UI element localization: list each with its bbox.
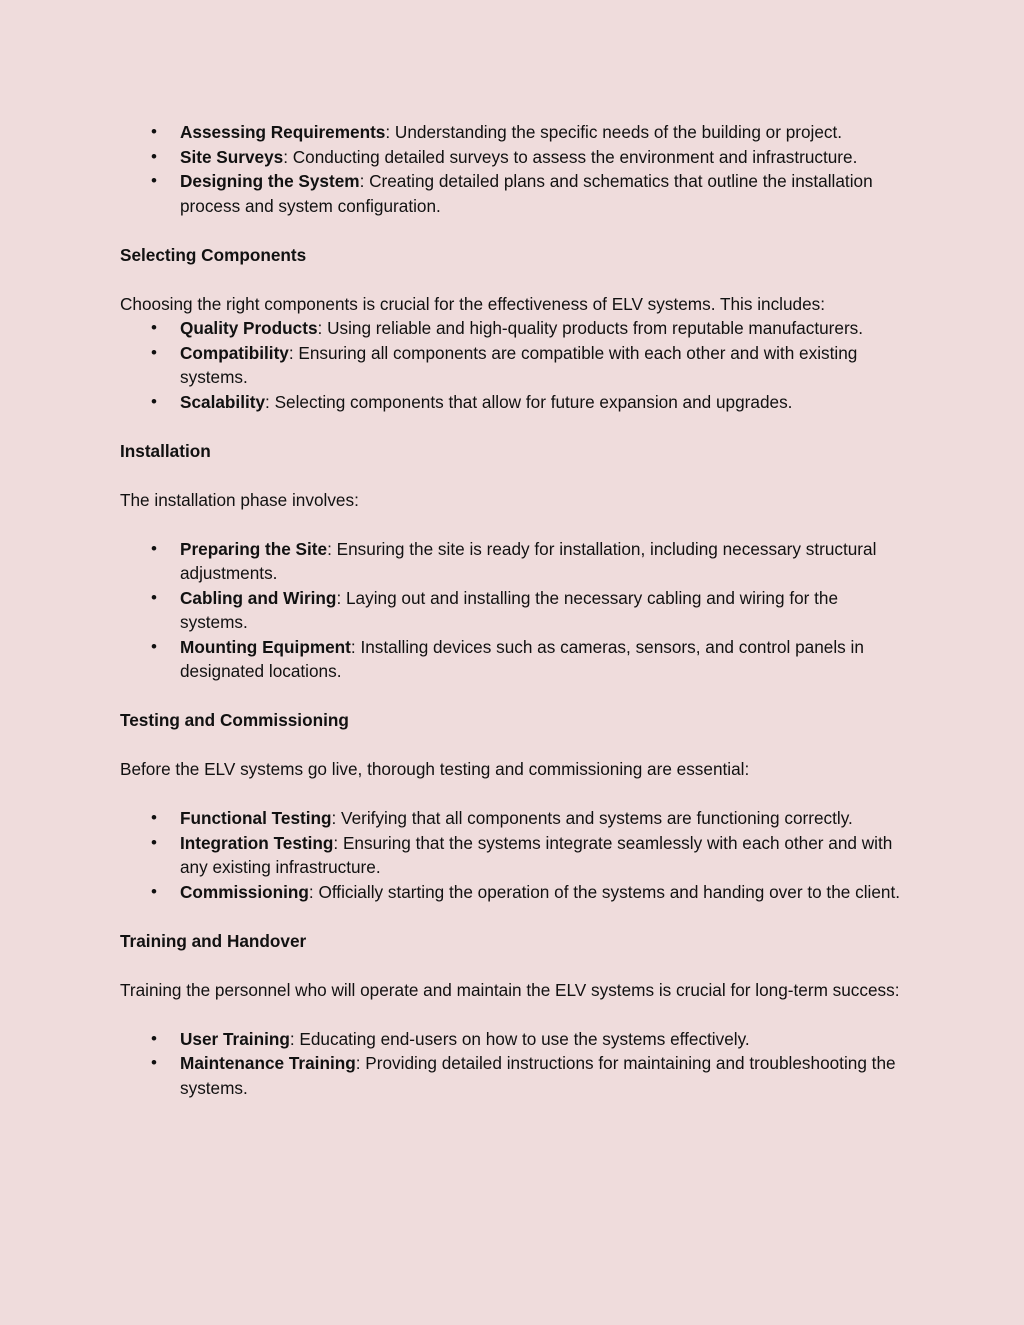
list-item-text: : Officially starting the operation of the systems and handing over to the client. — [308, 881, 900, 902]
section-intro-installation: The installation phase involves: — [120, 489, 359, 510]
intro-list — [120, 120, 910, 218]
section-intro-training: Training the personnel who will operate and maintain the ELV systems is crucial for long-term success: — [120, 979, 900, 1000]
list-item-term: Designing the System — [180, 171, 360, 191]
training-list — [120, 1027, 910, 1101]
list-item — [120, 145, 910, 170]
section-heading-training: Training and Handover — [120, 930, 307, 951]
list-item — [120, 120, 910, 145]
list-item — [120, 341, 910, 390]
spacer — [120, 782, 910, 807]
list-item-term: Maintenance Training — [180, 1053, 356, 1073]
installation-list — [120, 537, 910, 684]
list-item — [120, 1027, 910, 1052]
list-item — [120, 169, 910, 218]
list-item — [120, 806, 910, 831]
list-item-term: Scalability — [180, 391, 266, 412]
list-item — [120, 880, 910, 905]
testing-list — [120, 806, 910, 904]
list-item — [120, 831, 910, 880]
list-item-text: : Understanding the specific needs of the building or project. — [385, 122, 843, 142]
spacer — [120, 1002, 910, 1027]
list-item-term: Compatibility — [180, 342, 289, 363]
list-item-text: : Verifying that all components and systems are functioning correctly. — [331, 808, 853, 828]
list-item — [120, 1051, 910, 1100]
list-item — [120, 390, 910, 415]
list-item — [120, 537, 910, 586]
list-item-term: Commissioning — [180, 881, 309, 902]
list-item-term: Quality Products — [180, 318, 318, 338]
list-item-text: : Laying out and installing the necessary cabling and wiring for the systems. — [180, 587, 839, 632]
section-intro-testing: Before the ELV systems go live, thorough testing and commissioning are essential: — [120, 759, 750, 779]
list-item-text: : Creating detailed plans and schematics that outline the installation process and system configuration. — [180, 171, 873, 216]
list-item — [120, 635, 910, 684]
section-heading-selecting: Selecting Components — [120, 244, 307, 265]
list-item-text: : Ensuring all components are compatible with each other and with existing systems. — [180, 342, 858, 387]
section-intro-selecting: Choosing the right components is crucial for the effectiveness of ELV systems. This includes: — [120, 293, 826, 314]
list-item-text: : Using reliable and high-quality products from reputable manufacturers. — [317, 318, 864, 338]
list-item-text: : Conducting detailed surveys to assess the environment and infrastructure. — [283, 146, 858, 167]
list-item-term: Site Surveys — [180, 146, 284, 167]
list-item-text: : Ensuring that the systems integrate seamlessly with each other and with any existing infrastructure. — [180, 832, 893, 877]
selecting-list — [120, 316, 910, 414]
list-item — [120, 586, 910, 635]
list-item-text: : Providing detailed instructions for maintaining and troubleshooting the systems. — [180, 1053, 896, 1098]
list-item-term: Preparing the Site — [180, 538, 328, 559]
section-heading-testing: Testing and Commissioning — [120, 710, 349, 730]
list-item-term: Integration Testing — [180, 832, 334, 853]
document-page — [120, 120, 910, 1100]
list-item-term: Functional Testing — [180, 808, 332, 828]
spacer — [120, 512, 910, 537]
list-item-term: Mounting Equipment — [180, 636, 351, 657]
list-item-text: : Installing devices such as cameras, sensors, and control panels in designated locations. — [180, 636, 864, 681]
list-item — [120, 316, 910, 341]
section-heading-installation: Installation — [120, 440, 211, 461]
list-item-text: : Selecting components that allow for future expansion and upgrades. — [265, 391, 793, 412]
list-item-term: Assessing Requirements — [180, 122, 386, 142]
list-item-term: Cabling and Wiring — [180, 587, 337, 608]
list-item-term: User Training — [180, 1028, 290, 1049]
list-item-text: : Ensuring the site is ready for installation, including necessary structural adjustments. — [180, 538, 877, 583]
list-item-text: : Educating end-users on how to use the systems effectively. — [289, 1028, 750, 1049]
